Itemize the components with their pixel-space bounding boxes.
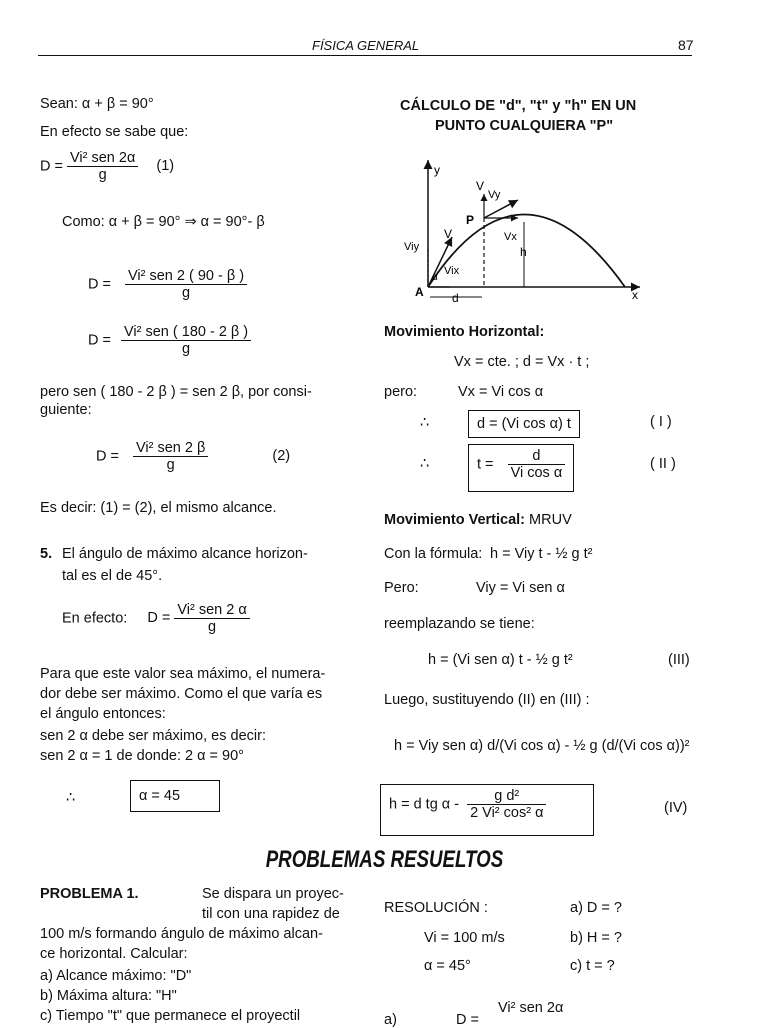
problem-1-item-a: a) Alcance máximo: "D": [40, 968, 192, 984]
page-number: 87: [678, 37, 694, 53]
pero-label: Pero:: [384, 580, 419, 596]
eqII-denominator: Vi cos α: [510, 465, 563, 481]
equation-3: [88, 324, 251, 357]
eq4-denominator: g: [166, 457, 175, 473]
vix-label: Vix: [444, 265, 460, 277]
como-line: Como: α + β = 90° ⇒ α = 90°- β: [62, 214, 265, 230]
viy-label: Viy: [404, 241, 420, 253]
problem-1-line-3: 100 m/s formando ángulo de máximo alcan-: [40, 926, 323, 942]
solution-a-label: a): [384, 1012, 397, 1028]
alpha-label: α: [432, 272, 438, 283]
equation-IV-box: [380, 784, 594, 836]
formula-equation: h = Viy t - ½ g t²: [490, 546, 593, 562]
efecto-line: En efecto se sabe que:: [40, 124, 189, 140]
eqIV-denominator: 2 Vi² cos² α: [470, 805, 544, 821]
therefore-symbol-2: ∴: [420, 456, 430, 472]
eqIV-fraction: [467, 788, 546, 821]
eq4-fraction: [133, 440, 208, 473]
decir-line: Es decir: (1) = (2), el mismo alcance.: [40, 500, 277, 516]
section-heading-line-1: CÁLCULO DE "d", "t" y "h" EN UN: [400, 98, 637, 114]
point-5-line-1: El ángulo de máximo alcance horizon-: [62, 546, 308, 562]
luego-line: Luego, sustituyendo (II) en (III) :: [384, 692, 590, 708]
problem-1-line-4: ce horizontal. Calcular:: [40, 946, 188, 962]
question-c: c) t = ?: [570, 958, 615, 974]
velocity-data: Vi = 100 m/s: [424, 930, 505, 946]
vertical-motion-heading: [384, 512, 572, 528]
solution-numerator: Vi² sen 2α: [498, 1000, 564, 1016]
question-b: b) H = ?: [570, 930, 622, 946]
eq1-numerator: Vi² sen 2α: [67, 150, 138, 167]
eq4-tag: (2): [272, 448, 291, 465]
v-label: V: [444, 227, 453, 241]
problems-title: PROBLEMAS RESUELTOS: [265, 846, 504, 873]
formula-label: Con la fórmula:: [384, 546, 483, 562]
question-a: a) D = ?: [570, 900, 622, 916]
eqII-lhs: t =: [477, 456, 494, 473]
para-line-3: el ángulo entonces:: [40, 706, 166, 722]
running-header-title: FÍSICA GENERAL: [312, 38, 420, 53]
point-5-number: 5.: [40, 546, 53, 562]
eq2-fraction: [125, 268, 247, 301]
problem-1-item-b: b) Máxima altura: "H": [40, 988, 177, 1004]
point-a-label: A: [415, 285, 424, 299]
header-rule: [38, 55, 692, 56]
vertical-motion-type: MRUV: [529, 512, 572, 528]
h-label: h: [520, 245, 527, 259]
eqIV-numerator: g d²: [467, 788, 546, 805]
horizontal-pero-label: pero:: [384, 384, 418, 400]
point-p-label: P: [466, 213, 475, 227]
eq5-label: En efecto:: [62, 610, 128, 627]
eq1-fraction: [67, 150, 138, 183]
pero-line-1: pero sen ( 180 - 2 β ) = sen 2 β, por consi-: [40, 384, 312, 400]
point-5-line-2: tal es el de 45°.: [62, 568, 163, 584]
eq1-lhs: D =: [40, 158, 63, 175]
eq1-denominator: g: [98, 167, 107, 183]
equation-III-tag: (III): [668, 652, 690, 668]
reemplazando-line: reemplazando se tiene:: [384, 616, 535, 632]
eq1-tag: (1): [156, 158, 175, 175]
horizontal-motion-title: Movimiento Horizontal:: [384, 324, 545, 340]
d-label: d: [452, 291, 459, 305]
vy-label: Vy: [488, 189, 501, 201]
eq2-denominator: g: [181, 285, 191, 301]
eqII-fraction: [508, 448, 566, 481]
eq4-lhs: D =: [96, 448, 119, 465]
equation-4: [96, 440, 290, 473]
eq3-fraction: [121, 324, 251, 357]
eqIV-lhs: h = d tg α -: [389, 796, 460, 813]
therefore-symbol: ∴: [66, 790, 76, 806]
eqII-numerator: d: [508, 448, 566, 465]
equation-III: h = (Vi sen α) t - ½ g t²: [428, 652, 573, 668]
problem-1-line-2: til con una rapidez de: [202, 906, 340, 922]
eq5-lhs: D =: [147, 610, 171, 627]
eq3-denominator: g: [182, 341, 191, 357]
eq3-numerator: Vi² sen ( 180 - 2 β ): [121, 324, 251, 341]
horizontal-motion-line-1: Vx = cte. ; d = Vx · t ;: [454, 354, 590, 370]
substitution-equation: h = Viy sen α) d/(Vi cos α) - ½ g (d/(Vi cos α))²: [394, 738, 690, 754]
section-heading-line-2: PUNTO CUALQUIERA "P": [435, 118, 614, 134]
sean-line: Sean: α + β = 90°: [40, 96, 154, 112]
eq4-numerator: Vi² sen 2 β: [133, 440, 208, 457]
eq5-numerator: Vi² sen 2 α: [174, 602, 249, 619]
resolucion-label: RESOLUCIÓN :: [384, 900, 488, 916]
equation-5: [62, 602, 250, 635]
para-line-5: sen 2 α = 1 de donde: 2 α = 90°: [40, 748, 244, 764]
angle-data: α = 45°: [424, 958, 471, 974]
eq3-lhs: D =: [88, 332, 111, 349]
pero-equation: Viy = Vi sen α: [476, 580, 565, 596]
eq2-lhs: D =: [88, 276, 111, 293]
para-line-2: dor debe ser máximo. Como el que varía es: [40, 686, 323, 702]
eq5-fraction: [174, 602, 249, 635]
vertical-motion-title: Movimiento Vertical:: [384, 512, 526, 528]
v-top-label: V: [476, 179, 485, 193]
eq5-denominator: g: [207, 619, 217, 635]
eq2-numerator: Vi² sen 2 ( 90 - β ): [125, 268, 247, 285]
result-box: α = 45: [130, 780, 220, 812]
equation-I-tag: ( I ): [650, 414, 672, 430]
y-label: y: [434, 163, 440, 177]
solution-lhs: D =: [456, 1012, 479, 1028]
problem-1-line-1: Se dispara un proyec-: [202, 886, 344, 902]
para-line-1: Para que este valor sea máximo, el numera-: [40, 666, 326, 682]
equation-II-box: [468, 444, 574, 492]
pero-line-2: guiente:: [40, 402, 92, 418]
equation-IV-tag: (IV): [664, 800, 688, 816]
para-line-4: sen 2 α debe ser máximo, es decir:: [40, 728, 266, 744]
vx-label: Vx: [504, 231, 517, 243]
x-label: x: [632, 288, 638, 302]
problem-1-item-c: c) Tiempo "t" que permanece el proyectil: [40, 1008, 301, 1024]
equation-I-box: d = (Vi cos α) t: [468, 410, 580, 438]
problem-1-label: PROBLEMA 1.: [40, 886, 139, 902]
equation-2: [88, 268, 247, 301]
equation-II-tag: ( II ): [650, 456, 676, 472]
horizontal-motion-line-2: Vx = Vi cos α: [458, 384, 544, 400]
projectile-diagram: [400, 152, 650, 307]
equation-1: [40, 150, 174, 183]
therefore-symbol-1: ∴: [420, 415, 430, 431]
